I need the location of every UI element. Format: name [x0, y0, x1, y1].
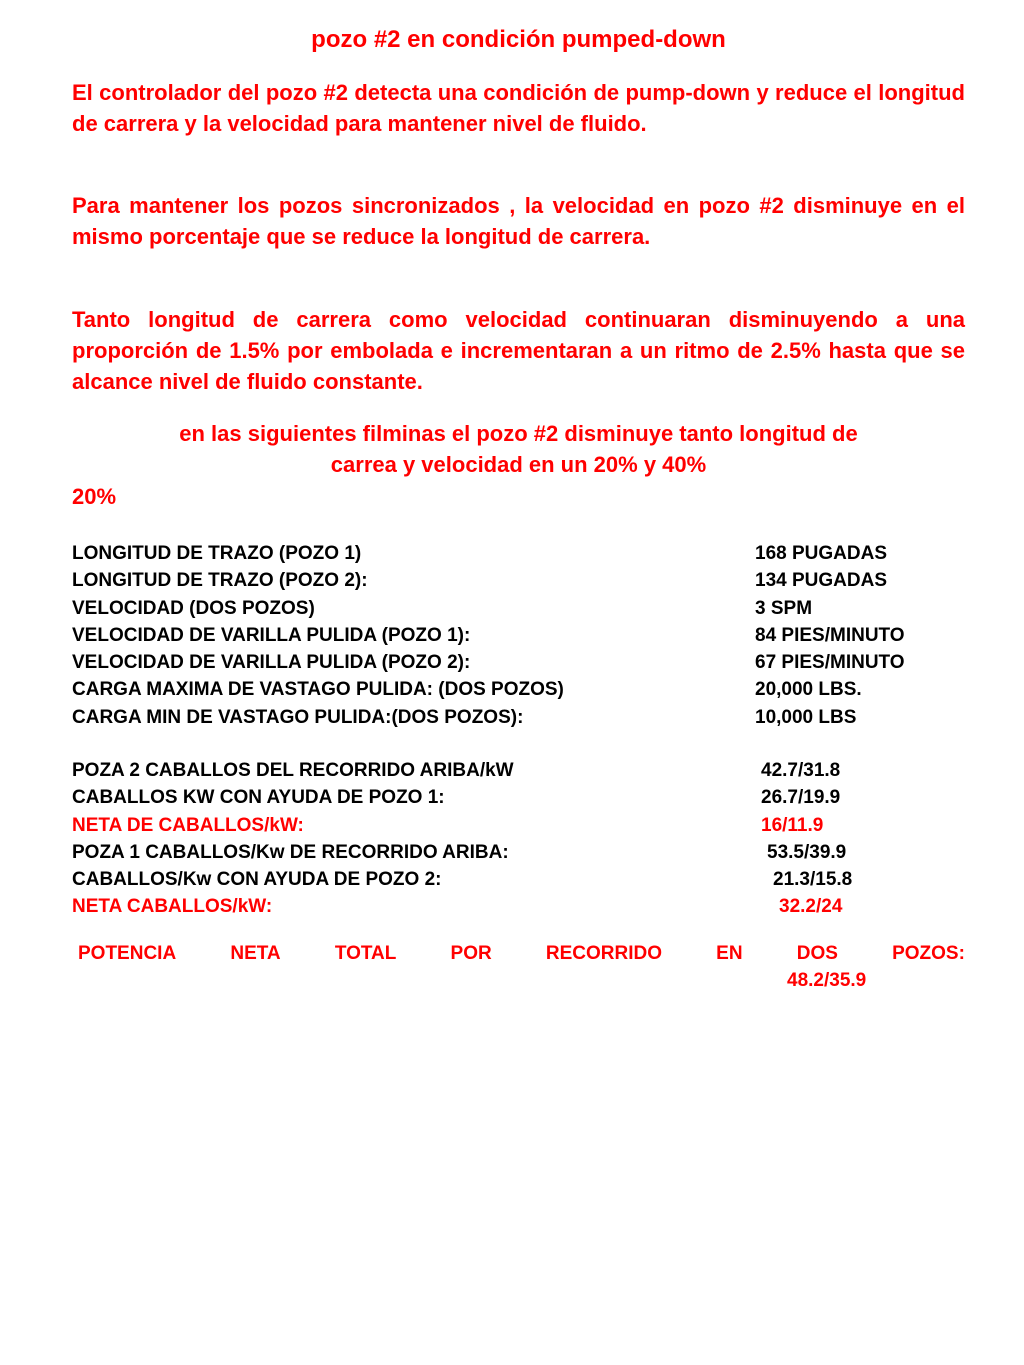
paragraph-rates: Tanto longitud de carrera como velocidad continuaran disminuyendo a una proporción de 1.5% por embolada e incrementaran a un ritmo de 2.5% hasta que se alcance nivel de fluido constante. — [72, 307, 965, 394]
spec-value: 67 PIES/MINUTO — [755, 652, 905, 674]
spec-row — [72, 595, 965, 622]
total-word: POTENCIA — [78, 943, 177, 964]
power-value: 42.7/31.8 — [761, 760, 841, 781]
total-power-value: 48.2/35.9 — [787, 970, 867, 991]
power-value: 53.5/39.9 — [767, 841, 847, 863]
total-power-label — [72, 940, 965, 967]
spec-value: 134 PUGADAS — [755, 570, 887, 592]
spec-label: VELOCIDAD DE VARILLA PULIDA (POZO 1): — [72, 624, 471, 646]
total-word: DOS — [796, 943, 838, 964]
paragraph-sync: Para mantener los pozos sincronizados , la velocidad en pozo #2 disminuye en el mismo porcentaje que se reduce la longitud de carrera. — [72, 193, 965, 249]
spec-row — [72, 567, 965, 594]
spec-label: CARGA MIN DE VASTAGO PULIDA:(DOS POZOS): — [72, 706, 524, 728]
spec-row — [72, 540, 965, 567]
spec-value: 84 PIES/MINUTO — [755, 624, 905, 646]
spec-label: VELOCIDAD DE VARILLA PULIDA (POZO 2): — [72, 652, 471, 674]
spec-row — [72, 704, 965, 731]
power-value: 26.7/19.9 — [761, 787, 841, 809]
power-value: 21.3/15.8 — [773, 869, 853, 891]
specs-list — [72, 540, 965, 731]
total-word: POZOS: — [892, 943, 965, 964]
spec-value: 20,000 LBS. — [755, 679, 862, 701]
power-label: POZA 2 CABALLOS DEL RECORRIDO ARIBA/kW — [72, 760, 514, 781]
spec-row — [72, 622, 965, 649]
power-list — [72, 757, 965, 921]
power-label: POZA 1 CABALLOS/Kw DE RECORRIDO ARIBA: — [72, 841, 509, 863]
spec-row — [72, 649, 965, 676]
power-label: NETA CABALLOS/kW: — [72, 896, 273, 918]
total-power — [72, 940, 965, 994]
total-word: NETA — [230, 943, 281, 964]
spec-label: CARGA MAXIMA DE VASTAGO PULIDA: (DOS POZOS) — [72, 679, 564, 701]
power-row — [72, 784, 965, 811]
spec-value: 3 SPM — [755, 597, 813, 619]
total-word: EN — [716, 943, 743, 964]
spec-row — [72, 676, 965, 703]
total-word: POR — [450, 943, 492, 964]
power-label: CABALLOS/Kw CON AYUDA DE POZO 2: — [72, 869, 442, 891]
spec-label: VELOCIDAD (DOS POZOS) — [72, 597, 315, 619]
page-title: pozo #2 en condición pumped-down — [311, 26, 726, 53]
power-row-net — [72, 893, 965, 920]
power-value: 32.2/24 — [779, 896, 843, 918]
power-row — [72, 757, 965, 784]
center-note-line-2: carrea y velocidad en un 20% y 40% — [330, 452, 707, 477]
power-row-net — [72, 812, 965, 839]
power-label: NETA DE CABALLOS/kW: — [72, 814, 304, 836]
spec-value: 10,000 LBS — [755, 706, 857, 728]
total-word: TOTAL — [334, 943, 397, 964]
paragraph-controller: El controlador del pozo #2 detecta una condición de pump-down y reduce el longitud de carrera y la velocidad para mantener nivel de fluido. — [72, 80, 965, 136]
center-note-line-1: en las siguientes filminas el pozo #2 disminuye tanto longitud de — [179, 421, 858, 446]
total-word: RECORRIDO — [545, 943, 663, 964]
power-row — [72, 866, 965, 893]
spec-label: LONGITUD DE TRAZO (POZO 2): — [72, 570, 368, 592]
power-value: 16/11.9 — [761, 814, 824, 836]
center-note — [72, 418, 965, 480]
power-row — [72, 839, 965, 866]
power-label: CABALLOS KW CON AYUDA DE POZO 1: — [72, 787, 445, 809]
spec-label: LONGITUD DE TRAZO (POZO 1) — [72, 543, 362, 564]
percent-label: 20% — [72, 484, 117, 509]
spec-value: 168 PUGADAS — [755, 543, 887, 564]
